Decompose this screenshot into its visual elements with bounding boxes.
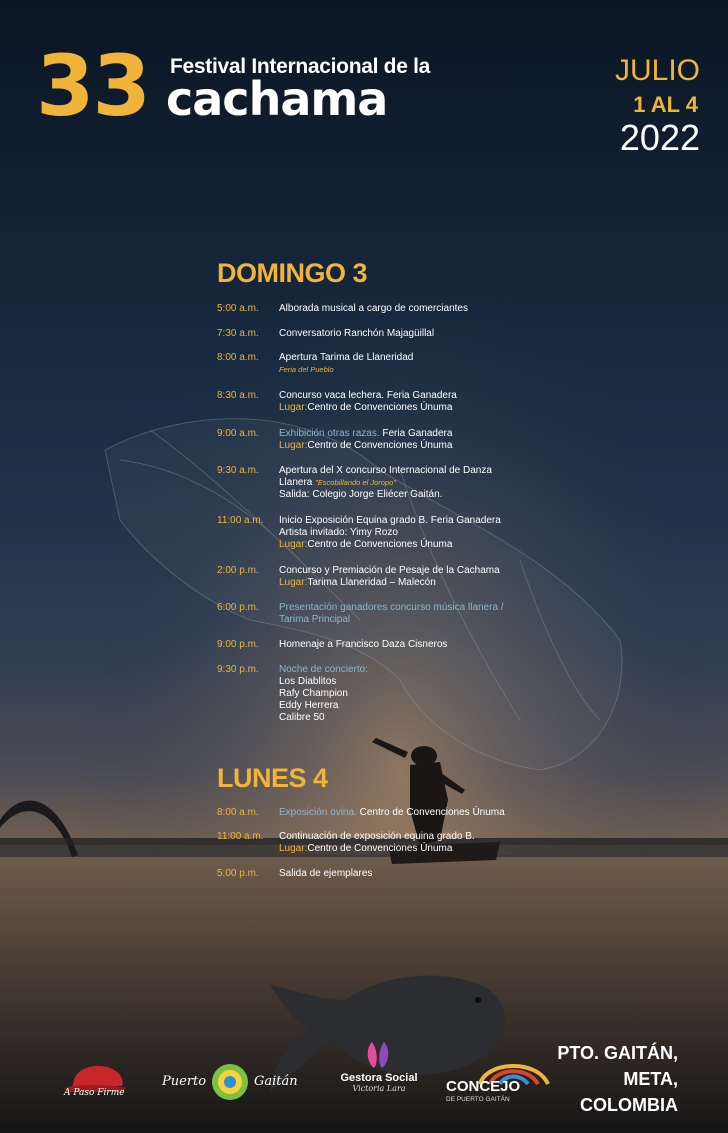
event-time: 9:00 p.m. [217,639,259,650]
event-highlight: Noche de concierto: [279,664,368,675]
event-time: 5:00 p.m. [217,868,259,879]
event-time: 5:00 a.m. [217,303,259,314]
gestora-name: Victoria Lara [352,1084,406,1093]
event-extra: Salida: Colegio Jorge Eliécer Gaitán. [279,489,443,500]
event-text: Concurso y Premiación de Pesaje de la Cachama [279,565,500,576]
event-text: Salida de ejemplares [279,868,373,879]
place-label: Lugar: [279,402,308,413]
event-time: 9:30 a.m. [217,465,259,476]
performer: Eddy Herrera [279,700,339,711]
festival-edition-number: 33 [36,37,149,135]
performer: Rafy Champion [279,688,348,699]
event-text: Continuación de exposición equina grado B. [279,831,475,842]
event-time: 9:30 p.m. [217,664,259,675]
event-time: 11:00 a.m. [217,831,264,842]
gestora-social-logo [336,1038,422,1110]
gaitan-text: Gaitán [254,1074,298,1089]
event-time: 7:30 a.m. [217,328,259,339]
concejo-subtext: DE PUERTO GAITÁN [446,1096,510,1103]
event-highlight: Presentación ganadores concurso música llanera / [279,602,504,613]
event-highlight: Tarima Principal [279,614,351,625]
event-time: 2:00 p.m. [217,565,259,576]
event-highlight: Exhibición otras razas. [279,428,380,439]
event-time: 6:00 p.m. [217,602,259,613]
event-text: Feria Ganadera [382,428,453,439]
paso-firme-logo [56,1058,128,1104]
event-place: Centro de Convenciones Únuma [307,843,453,854]
event-text: Inicio Exposición Equina grado B. Feria Ganadera [279,515,501,526]
concejo-text: CONCEJO [446,1078,521,1095]
location-line: META, [623,1069,678,1089]
event-place: Centro de Convenciones Únuma [307,402,453,413]
paso-firme-text: A Paso Firme [64,1088,125,1098]
event-text: Apertura Tarima de Llaneridad [279,352,414,363]
place-label: Lugar: [279,440,308,451]
performer: Calibre 50 [279,712,325,723]
event-time: 11:00 a.m. [217,515,264,526]
event-text: Concurso vaca lechera. Feria Ganadera [279,390,457,401]
event-text: Homenaje a Francisco Daza Cisneros [279,639,448,650]
event-note: "Escobillando el Joropo" [315,478,396,487]
event-text: Centro de Convenciones Únuma [359,807,505,818]
place-label: Lugar: [279,577,308,588]
event-time: 8:00 a.m. [217,807,259,818]
event-place: Centro de Convenciones Únuma [307,440,453,451]
day-title-sunday: DOMINGO 3 [217,258,368,288]
festival-title: Festival Internacional de la [170,55,431,78]
event-text: Conversatorio Ranchón Majagüillal [279,328,435,339]
event-highlight: Exposición ovina. [279,807,357,818]
date-days: 1 AL 4 [633,92,698,117]
event-place: Centro de Convenciones Únuma [307,539,453,550]
event-place: Tarima Llaneridad – Malecón [307,577,436,588]
place-label: Lugar: [279,843,308,854]
event-note: Feria del Pueblo [279,365,334,374]
location-block [557,1040,678,1118]
concejo-logo [446,1056,556,1104]
day-title-monday: LUNES 4 [217,763,328,793]
place-label: Lugar: [279,539,308,550]
event-time: 8:00 a.m. [217,352,259,363]
festival-name: cachama [166,72,388,126]
event-time: 8:30 a.m. [217,390,259,401]
location-line: COLOMBIA [580,1095,678,1115]
location-line: PTO. GAITÁN, [557,1043,678,1063]
date-year: 2022 [619,117,700,158]
date-month: JULIO [614,54,700,87]
event-text: Alborada musical a cargo de comerciantes [279,303,468,314]
gestora-text: Gestora Social [340,1072,418,1084]
event-text: Llanera [279,477,313,488]
event-text: Artista invitado: Yimy Rozo [279,527,398,538]
performer: Los Diablitos [279,676,337,687]
event-time: 9:00 a.m. [217,428,259,439]
puerto-gaitan-logo [162,1062,312,1108]
puerto-text: Puerto [162,1074,207,1089]
event-text: Apertura del X concurso Internacional de Danza [279,465,492,476]
